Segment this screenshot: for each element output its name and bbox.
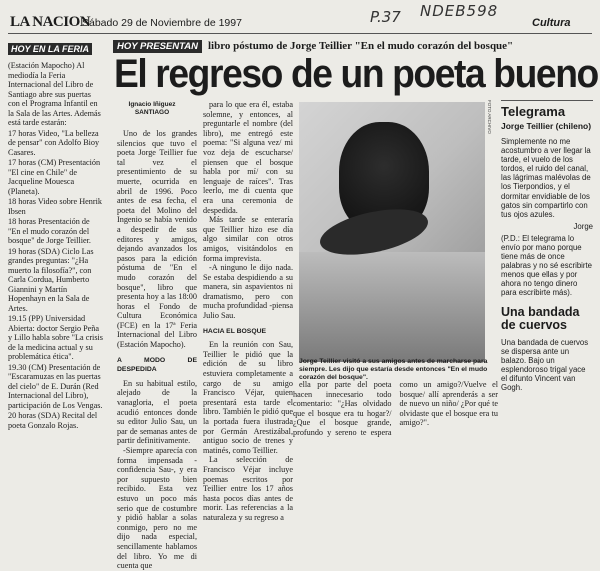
masthead <box>0 0 600 38</box>
article-paragraph: La selección de Francisco Véjar incluye poemas escritos por Teillier entre los 17 años hasta pocos días antes de morir. Las referencias a la naturaleza y su regreso a <box>203 455 293 522</box>
agenda-text <box>8 61 103 430</box>
poem-text-2: Una bandada de cuervos se dispersa ante un balazo. Bajo un esplendoroso trigal yace el difunto Vincent van Gogh. <box>501 337 589 392</box>
article-paragraph: En su habitual estilo, alejado de la vanagloria, el poeta acudió entonces donde su editor Julio Sau, un par de semanas antes de partir definitivamente. <box>117 378 197 446</box>
agenda-item: 19 horas (SDA) Ciclo Las grandes preguntas: "¿Ha muerto la filosofía?", con Carla Cordua, Humberto Giannini y Martín Hopenhayn en la Sala de Artes. <box>8 246 94 313</box>
poem-text: Simplemente no me acostumbro a ver llegar la tarde, el vuelo de los tordos, el ruido del canal, las lágrimas malévolas de los Tierpondios, y el dormitar envidiable de los gatos sin compartirlo con tus ojos azules. <box>501 137 591 219</box>
agenda-item: 20 horas (SDA) Recital del poeta Gonzalo Rojas. <box>8 411 98 430</box>
agenda-item: 19.15 (PP) Universidad Abierta: doctor Sergio Peña y Lillo habla sobre "La crisis de la medicina actual y su problemática ética". <box>8 314 103 361</box>
header-divider <box>8 33 592 34</box>
photo-credit: FOTO ARCHIVO <box>487 100 492 134</box>
article-column-2 <box>203 100 293 523</box>
sidebar-subtitle: Jorge Teillier (chileno) <box>501 121 592 131</box>
byline-place: SANTIAGO <box>134 109 170 116</box>
article-subheading: A MODO DE DESPEDIDA <box>117 356 197 374</box>
agenda-item: 18 horas Presentación de "En el mudo corazón del bosque" de Jorge Teillier. <box>8 217 91 245</box>
author-photo <box>299 102 485 358</box>
article-paragraph: Más tarde se enteraría que Teillier hizo ese día algo similar con otros amigos, visitándolos en forma imprevista. <box>203 215 293 263</box>
sidebar-title: Telegrama <box>501 104 566 119</box>
agenda-label: HOY EN LA FERIA <box>8 43 92 55</box>
byline <box>117 101 187 117</box>
newspaper-logo: LA NACION <box>10 14 91 30</box>
agenda-item: 18 horas Video sobre Henrik Ibsen <box>8 197 102 216</box>
article-paragraph: En la reunión con Sau, Teillier le pidió que la edición de su libro estuviera completamente a cargo de su amigo Francisco Véjar, quien presentará esta tarde el libro. También le pidió que la portada fuera ilustrada por Germán Arestizábal, antiguo socio de trenes y matinés, como Teillier. <box>203 340 293 455</box>
poems-sidebar <box>501 100 593 392</box>
issue-date: Sábado 29 de Noviembre de 1997 <box>82 17 242 29</box>
kicker-text: libro póstumo de Jorge Teillier "En el mudo corazón del bosque" <box>208 40 514 52</box>
article-subheading: HACIA EL BOSQUE <box>203 327 267 335</box>
handwritten-page-number: P.37 <box>370 8 401 26</box>
left-column-agenda <box>8 39 103 430</box>
article-continuation <box>293 380 498 438</box>
agenda-item: 17 horas Video, "La belleza de pensar" con Adolfo Bioy Casares. <box>8 128 100 157</box>
article-paragraph: -A ninguno le dijo nada. Se estaba despidiendo a su manera, sin aspavientos ni dramatismo, pero con mucha profundidad -piensa Julio Sau. <box>203 263 293 321</box>
article-paragraph: -Siempre aparecía con forma impensada -confidencia Sau-, y era por supuesto bien recibido. Esta vez estuvo un poco más serio que de costumbre y pidió hablar a solas conmigo, pero no me dijo nada especial, sencillamente hablamos del libro. Yo me di cuenta que <box>117 446 197 571</box>
poem-postscript: (P.D.: El telegrama lo envío por mano porque tiene más de once palabras y no sé escribirte menos que ellas y por ahora no tengo dinero para escribirte más). <box>501 233 593 298</box>
poem-signature: Jorge <box>573 221 593 231</box>
kicker-label: HOY PRESENTAN <box>113 40 202 53</box>
photo-body-shape <box>299 252 485 362</box>
sidebar-divider <box>501 100 593 101</box>
sidebar-title-2: Una bandada de cuervos <box>501 304 580 332</box>
section-name: Cultura <box>532 17 571 29</box>
agenda-item: 19.30 (CM) Presentación de "Escaramuzas en las puertas del cielo" de E. Durán (Red Internacional del Libro), participación de Los Vengas. <box>8 362 103 410</box>
article-paragraph: para lo que era él, estaba solemne, y entonces, al preguntarle el nombre (del libro), me entregó este poema: "Si alguna vez/ mi voz deja de escucharse/ piensen que el bosque habla por mí/ con su lenguaje de raíces". Tras leerlo, me di cuenta que era una ceremonia de despedida. <box>203 100 293 215</box>
agenda-intro: (Estación Mapocho) Al mediodía la Feria Internacional del Libro de Santiago abre sus puertas con el Programa Infantil en la Sala de las Artes. Además está tarde estarán: <box>8 61 101 127</box>
handwritten-archive-code: NDEB598 <box>420 2 499 20</box>
article-paragraph: ella por parte del poeta hacen innecesario todo comentario: "¿Has olvidado que el bosque era tu hogar?/¿Que el bosque grande, profundo y sereno te espera como un amigo?/Vuelve el bosque/ allí aprenderás a ser de nuevo un niño/ ¿Por qué te olvidaste que el bosque era tu amigo?". <box>293 380 498 437</box>
headline: El regreso de un poeta bueno <box>114 52 598 96</box>
article-paragraph: Uno de los grandes silencios que tuvo el poeta Jorge Teillier fue tal vez el presentimiento de su muerte, ocurrida en abril de 1996. Poco antes de esa fecha, el poeta del Molino del Ingenio se había venido a despedir de sus editores y amigos, dejando avanzados los pasos para la edición póstuma de "En el mudo corazón del bosque", libro que presenta hoy a las 18:00 horas el Fondo de Cultura Económica (FCE) en la 17ª Feria Internacional del Libro (Estación Mapocho). <box>117 129 197 350</box>
photo-caption: Jorge Teillier visitó a sus amigos antes de marcharse para siempre. Les dijo que estaría desde entonces "En el mudo corazón del bosque". <box>299 358 488 381</box>
article-column-1 <box>117 129 197 571</box>
byline-author: Ignacio Iñiguez <box>128 101 176 108</box>
agenda-item: 17 horas (CM) Presentación "El cine en Chile" de Jacqueline Mouesca (Planeta). <box>8 158 101 196</box>
